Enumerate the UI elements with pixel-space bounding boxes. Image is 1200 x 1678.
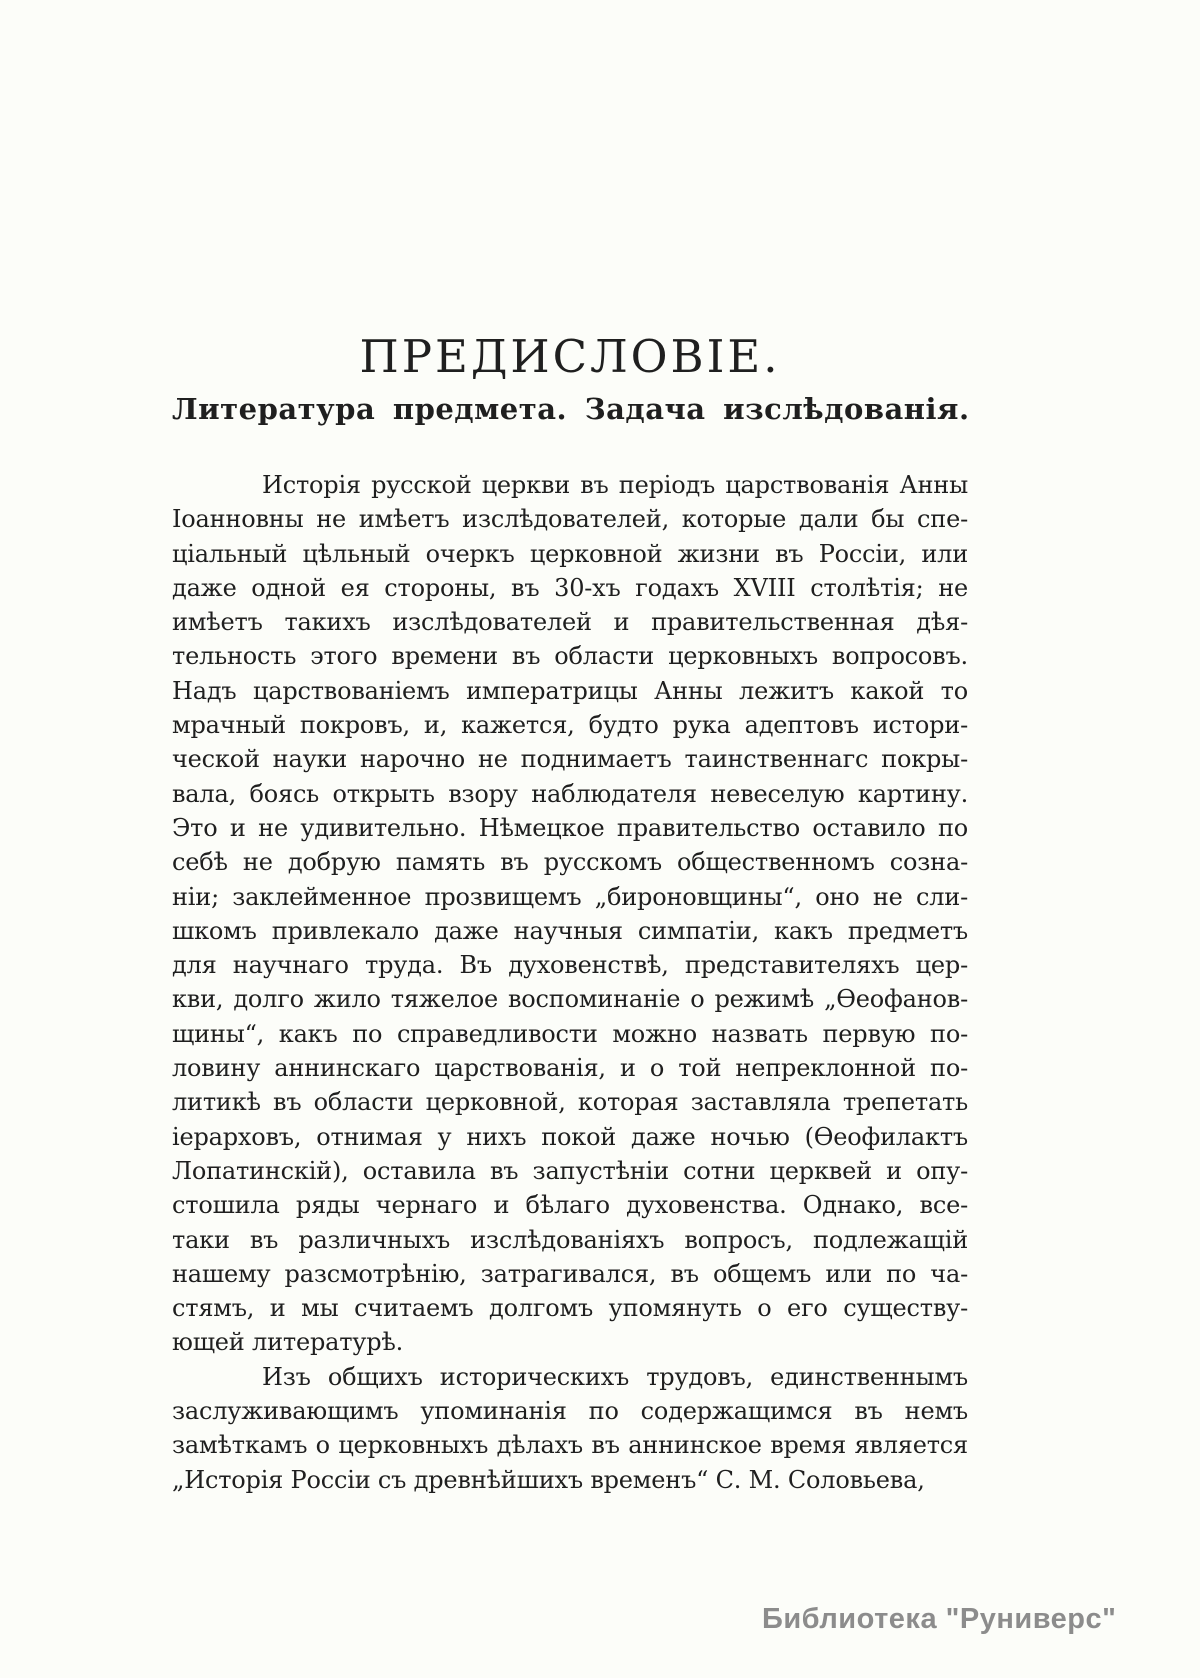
text-line: тельность этого времени въ области церковныхъ вопросовъ. xyxy=(172,642,968,671)
text-line: замѣткамъ о церковныхъ дѣлахъ въ аннинское время является xyxy=(172,1431,968,1460)
text-line: имѣетъ такихъ изслѣдователей и правительственная дѣя- xyxy=(172,608,968,637)
page-title: ПРЕДИСЛОВІЕ. xyxy=(359,330,781,383)
text-line: ющей литературѣ. xyxy=(172,1328,404,1357)
text-line: ловину аннинскаго царствованія, и о той непреклонной по- xyxy=(172,1054,968,1083)
text-line: кви, долго жило тяжелое воспоминаніе о режимѣ „Ѳеофанов- xyxy=(172,985,968,1014)
text-line: Іоанновны не имѣетъ изслѣдователей, которые дали бы спе- xyxy=(172,505,968,534)
text-line: себѣ не добрую память въ русскомъ общественномъ созна- xyxy=(172,848,968,877)
text-line: стошила ряды чернаго и бѣлаго духовенства. Однако, все- xyxy=(172,1191,968,1220)
text-line: вала, боясь открыть взору наблюдателя невеселую картину. xyxy=(172,779,968,808)
text-line: ніи; заклейменное прозвищемъ „бироновщины“, оно не сли- xyxy=(172,882,968,911)
text-line: Исторія русской церкви въ періодъ царствованія Анны xyxy=(262,471,968,499)
text-line: ческой науки нарочно не поднимаетъ таинственнагс покры- xyxy=(172,745,968,774)
text-line: „Исторія Россіи съ древнѣйшихъ временъ“ С. М. Соловьева, xyxy=(172,1465,925,1494)
text-line: для научнаго труда. Въ духовенствѣ, представителяхъ цер- xyxy=(172,951,968,980)
text-line: таки въ различныхъ изслѣдованіяхъ вопросъ, подлежащій xyxy=(172,1225,968,1254)
text-line: даже одной ея стороны, въ 30-хъ годахъ XVIII столѣтія; не xyxy=(172,573,968,602)
text-line: Лопатинскій), оставила въ запустѣніи сотни церквей и опу- xyxy=(172,1156,968,1185)
text-line: заслуживающимъ упоминанія по содержащимся въ немъ xyxy=(172,1397,968,1426)
text-line: стямъ, и мы считаемъ долгомъ упомянуть о его существу- xyxy=(172,1294,968,1323)
text-line: нашему разсмотрѣнію, затрагивался, въ общемъ или по ча- xyxy=(172,1259,968,1288)
section-subtitle: Литература предмета. Задача изслѣдованія. xyxy=(172,392,970,426)
paragraph-1 xyxy=(172,468,968,1360)
text-line: щины“, какъ по справедливости можно назвать первую по- xyxy=(172,1019,968,1048)
text-line: мрачный покровъ, и, кажется, будто рука адептовъ истори- xyxy=(172,711,968,740)
text-line: Изъ общихъ историческихъ трудовъ, единственнымъ xyxy=(262,1362,968,1391)
text-line: іерарховъ, отнимая у нихъ покой даже ночью (Ѳеофилактъ xyxy=(172,1122,968,1151)
text-line: шкомъ привлекало даже научныя симпатіи, какъ предметъ xyxy=(172,916,968,945)
body-text xyxy=(172,468,968,1497)
text-line: Это и не удивительно. Нѣмецкое правительство оставило по xyxy=(172,813,968,842)
paragraph-2 xyxy=(172,1360,968,1497)
text-line: Надъ царствованіемъ императрицы Анны лежитъ какой то xyxy=(172,676,968,705)
text-line: ціальный цѣльный очеркъ церковной жизни въ Россіи, или xyxy=(172,539,968,568)
text-line: литикѣ въ области церковной, которая заставляла трепетать xyxy=(172,1088,968,1117)
library-watermark: Библиотека "Руниверс" xyxy=(762,1603,1117,1635)
